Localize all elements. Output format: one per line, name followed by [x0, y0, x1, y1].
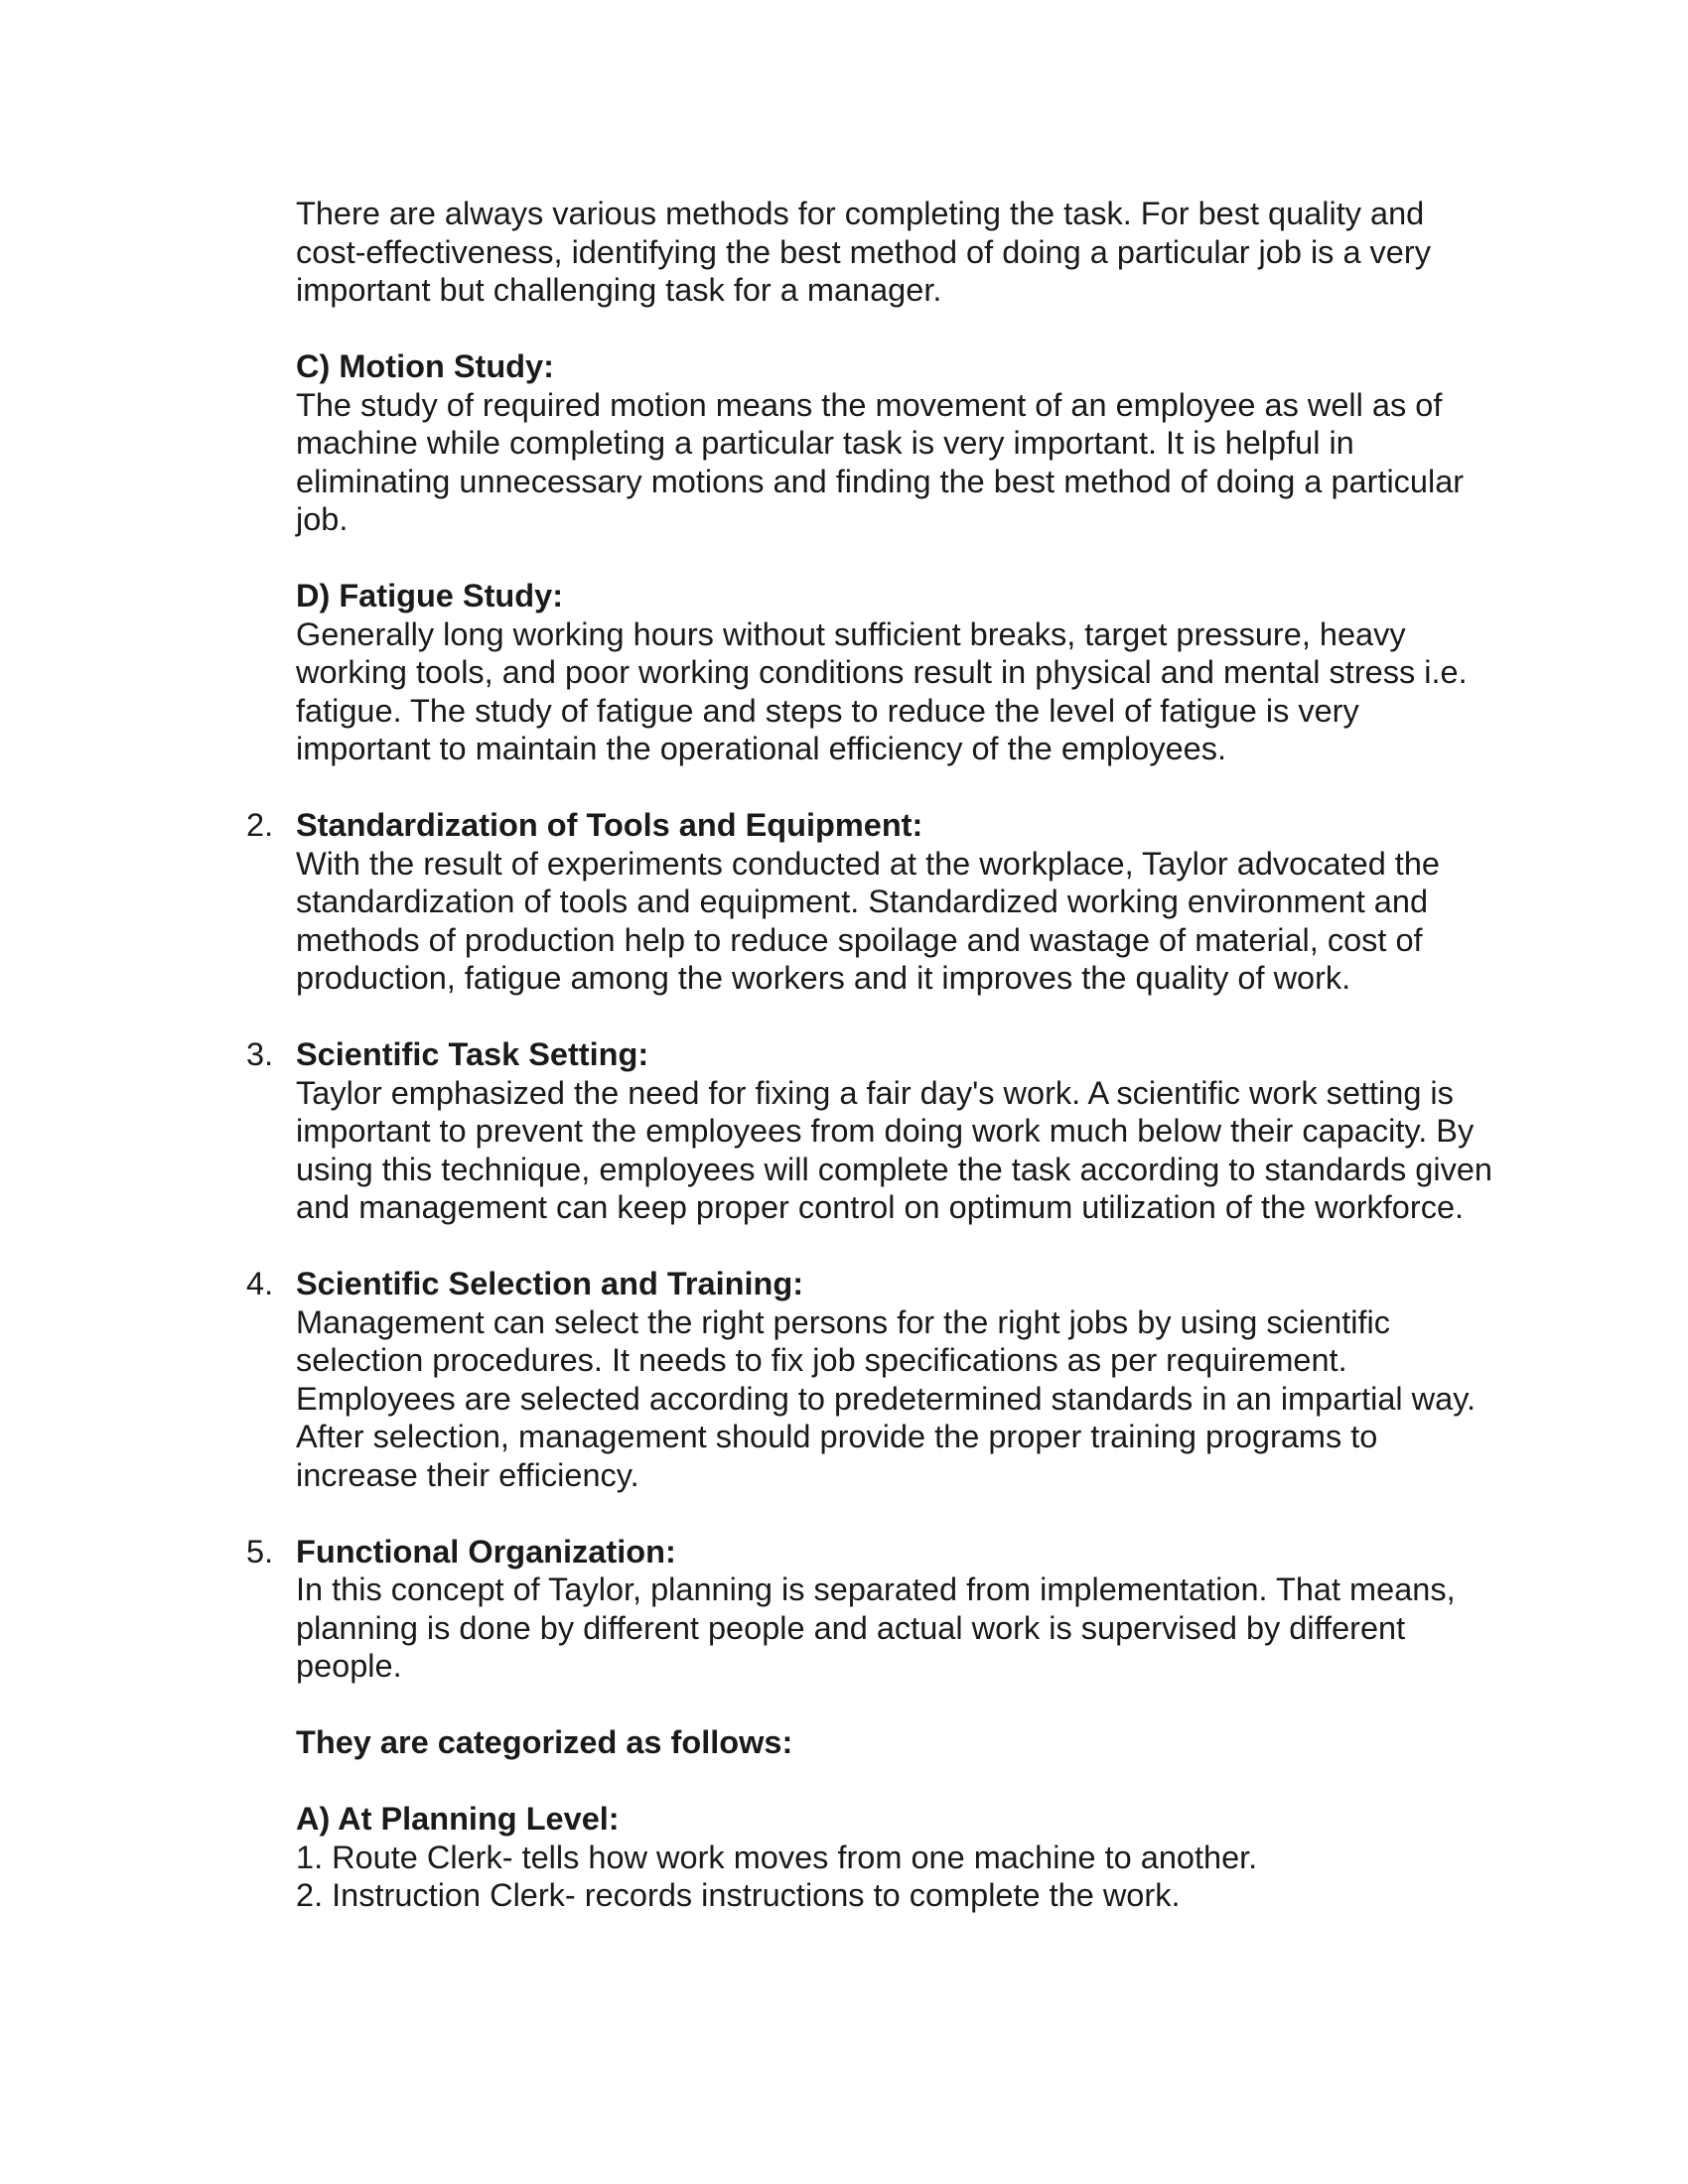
- list-item-heading: Scientific Task Setting:: [296, 1036, 649, 1072]
- document-body: [246, 195, 1497, 1953]
- intro-paragraph: [296, 195, 1497, 310]
- list-item-heading: Scientific Selection and Training:: [296, 1266, 804, 1301]
- list-item-heading: Functional Organization:: [296, 1533, 676, 1570]
- intro-text: There are always various methods for completing the task. For best quality and cost-effectiveness, identifying the best method of doing a particular job is a very important but challenging task for a manager.: [296, 196, 1431, 308]
- planning-level-line-route-clerk: 1. Route Clerk- tells how work moves from one machine to another.: [296, 1839, 1258, 1875]
- motion-study-text: The study of required motion means the movement of an employee as well as of machine while completing a particular task is very important. It is helpful in eliminating unnecessary motions and finding the best method of doing a particular job.: [296, 386, 1465, 537]
- list-item-task-setting: [246, 1035, 1497, 1227]
- planning-level-line-instruction-clerk: 2. Instruction Clerk- records instructions to complete the work.: [296, 1877, 1181, 1913]
- list-item-functional-organization: [246, 1533, 1497, 1686]
- fatigue-study-text: Generally long working hours without sufficient breaks, target pressure, heavy working tools, and poor working conditions result in physical and mental stress i.e. fatigue. The study of fatigue and steps to reduce the level of fatigue is very important to maintain the operational efficiency of the employees.: [296, 615, 1468, 766]
- list-item-number: 5.: [246, 1533, 274, 1570]
- fatigue-study-section: [296, 577, 1497, 768]
- list-item-text: Taylor emphasized the need for fixing a fair day's work. A scientific work setting is important to prevent the employees from doing work much below their capacity. By using this technique, employees will complete the task according to standards given and management can keep proper control on optimum utilization of the workforce.: [296, 1074, 1492, 1225]
- list-item-text: Management can select the right persons for the right jobs by using scientific selection procedures. It needs to fix job specifications as per requirement. Employees are selected according to predetermined standards in an impartial way. After selection, management should provide the proper training programs to increase their efficiency.: [296, 1303, 1477, 1493]
- list-item-standardization: [246, 806, 1497, 998]
- motion-study-section: [296, 347, 1497, 539]
- planning-level-heading: A) At Planning Level:: [296, 1801, 620, 1837]
- categorized-heading: They are categorized as follows:: [296, 1724, 793, 1760]
- list-item-selection-training: [246, 1265, 1497, 1494]
- list-item-number: 3.: [246, 1036, 274, 1072]
- list-item-number: 2.: [246, 807, 274, 843]
- list-item-heading: Standardization of Tools and Equipment:: [296, 807, 923, 843]
- planning-level-section: [296, 1800, 1497, 1915]
- motion-study-heading: C) Motion Study:: [296, 348, 554, 384]
- list-item-text: With the result of experiments conducted at the workplace, Taylor advocated the standardization of tools and equipment. Standardized working environment and methods of production help to reduce spoilage and wastage of material, cost of production, fatigue among the workers and it improves the quality of work.: [296, 845, 1440, 996]
- list-item-number: 4.: [246, 1266, 274, 1301]
- categorized-section: [296, 1723, 1497, 1762]
- fatigue-study-heading: D) Fatigue Study:: [296, 578, 564, 614]
- list-item-text: In this concept of Taylor, planning is separated from implementation. That means, planning is done by different people and actual work is supervised by different people.: [296, 1571, 1456, 1684]
